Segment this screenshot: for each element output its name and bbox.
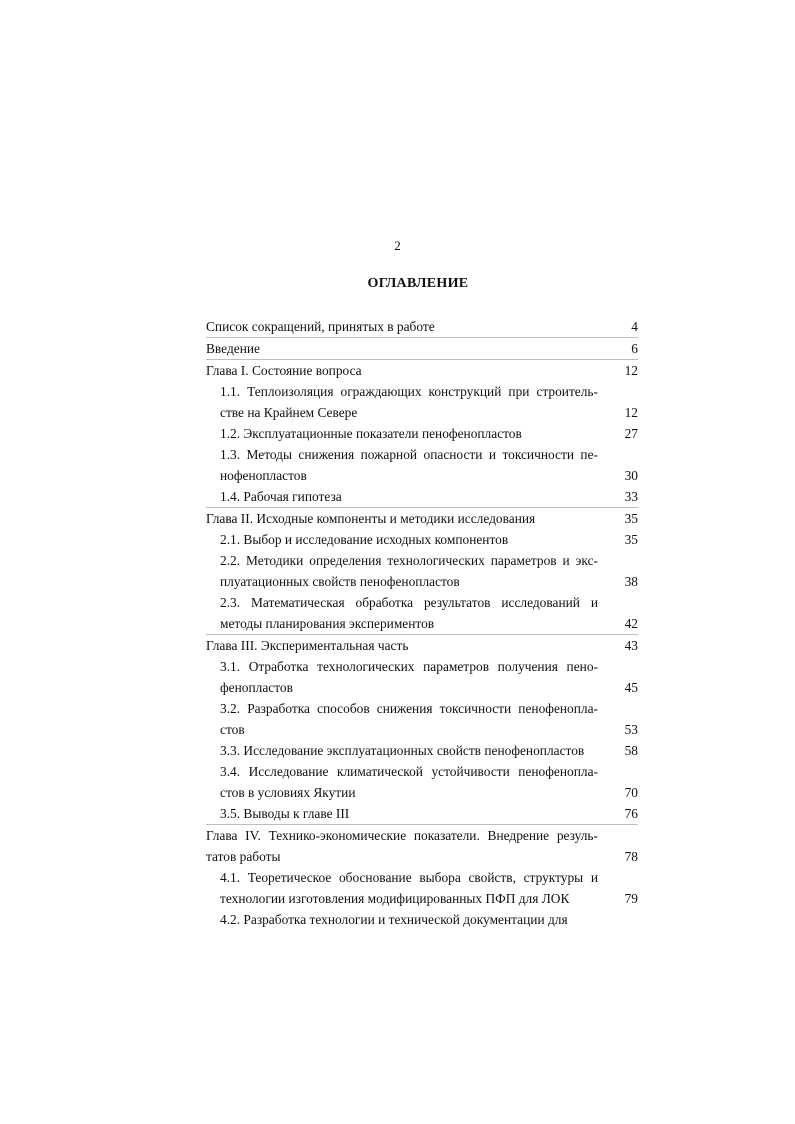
toc-entry-page: 70 — [624, 785, 638, 800]
toc-entry-page: 76 — [624, 806, 638, 821]
toc-entry-text: 4.1. Теоретическое обоснование выбора свойств, структуры и технологии изготовления модифицированных ПФП для ЛОК — [220, 870, 598, 906]
toc-entry-page: 12 — [624, 363, 638, 378]
toc-entry-text: 3.5. Выводы к главе III — [220, 806, 350, 821]
toc-entry-text: 1.3. Методы снижения пожарной опасности и токсичности пе-нофенопластов — [220, 447, 598, 483]
toc-entry-page: 30 — [624, 468, 638, 483]
toc-entry — [206, 550, 638, 592]
toc-entry-text: Глава IV. Технико-экономические показатели. Внедрение резуль-татов работы — [206, 828, 598, 864]
toc-entry — [206, 592, 638, 634]
toc-entry — [206, 909, 638, 930]
toc-entry-text: 3.3. Исследование эксплуатационных свойств пенофенопластов — [220, 743, 585, 758]
toc-entry — [206, 656, 638, 698]
toc-entry — [206, 316, 638, 337]
toc-entry-page: 79 — [624, 891, 638, 906]
toc-entry — [206, 444, 638, 486]
toc-entry-page: 33 — [624, 489, 638, 504]
toc-entry-text: 3.4. Исследование климатической устойчивости пенофенопла-стов в условиях Якутии — [220, 764, 598, 800]
toc-entry-text: Глава III. Экспериментальная часть — [206, 638, 409, 653]
toc-entry-text: 1.2. Эксплуатационные показатели пенофенопластов — [220, 426, 522, 441]
toc-entry-page: 12 — [624, 405, 638, 420]
toc-entry-page: 58 — [624, 743, 638, 758]
toc-entry-text: Введение — [206, 341, 260, 356]
toc-entry — [206, 507, 638, 529]
toc-entry-text: Глава II. Исходные компоненты и методики исследования — [206, 511, 536, 526]
toc-entry — [206, 761, 638, 803]
toc-entry — [206, 337, 638, 359]
toc-entry — [206, 634, 638, 656]
toc-entry-text: 4.2. Разработка технологии и технической документации для — [220, 912, 568, 927]
toc-entry — [206, 423, 638, 444]
toc-entry-page: 4 — [631, 319, 638, 334]
toc-entry-text: 2.3. Математическая обработка результатов исследований и методы планирования экспериментов — [220, 595, 598, 631]
toc-entry-page: 45 — [624, 680, 638, 695]
toc-entry-text: 1.4. Рабочая гипотеза — [220, 489, 342, 504]
toc-entry-text: 2.2. Методики определения технологических параметров и экс-плуатационных свойств пенофенопластов — [220, 553, 598, 589]
toc-entry-page: 35 — [624, 532, 638, 547]
toc-entry-page: 78 — [624, 849, 638, 864]
toc-entry — [206, 529, 638, 550]
toc-entry — [206, 698, 638, 740]
toc-title: ОГЛАВЛЕНИЕ — [367, 276, 469, 291]
toc-entry-text: 2.1. Выбор и исследование исходных компонентов — [220, 532, 509, 547]
toc-entry-page: 35 — [624, 511, 638, 526]
toc-entry — [206, 867, 638, 909]
toc-entry-text: Глава I. Состояние вопроса — [206, 363, 362, 378]
toc-entry-text: Список сокращений, принятых в работе — [206, 319, 435, 334]
toc-entry-page: 42 — [624, 616, 638, 631]
toc-entry-page: 38 — [624, 574, 638, 589]
toc-entry-text: 3.1. Отработка технологических параметров получения пено-фенопластов — [220, 659, 598, 695]
toc-entry-text: 1.1. Теплоизоляция ограждающих конструкций при строитель-стве на Крайнем Севере — [220, 384, 598, 420]
toc-entry-page: 53 — [624, 722, 638, 737]
toc-entry — [206, 359, 638, 381]
toc-entry-text: 3.2. Разработка способов снижения токсичности пенофенопла-стов — [220, 701, 598, 737]
toc-entry-page: 6 — [631, 341, 638, 356]
table-of-contents — [206, 316, 638, 930]
toc-entry — [206, 740, 638, 761]
toc-entry-page: 43 — [624, 638, 638, 653]
toc-entry-page: 27 — [624, 426, 638, 441]
page-number: 2 — [394, 238, 401, 253]
toc-entry — [206, 803, 638, 824]
toc-entry — [206, 381, 638, 423]
toc-entry — [206, 824, 638, 867]
toc-entry — [206, 486, 638, 507]
